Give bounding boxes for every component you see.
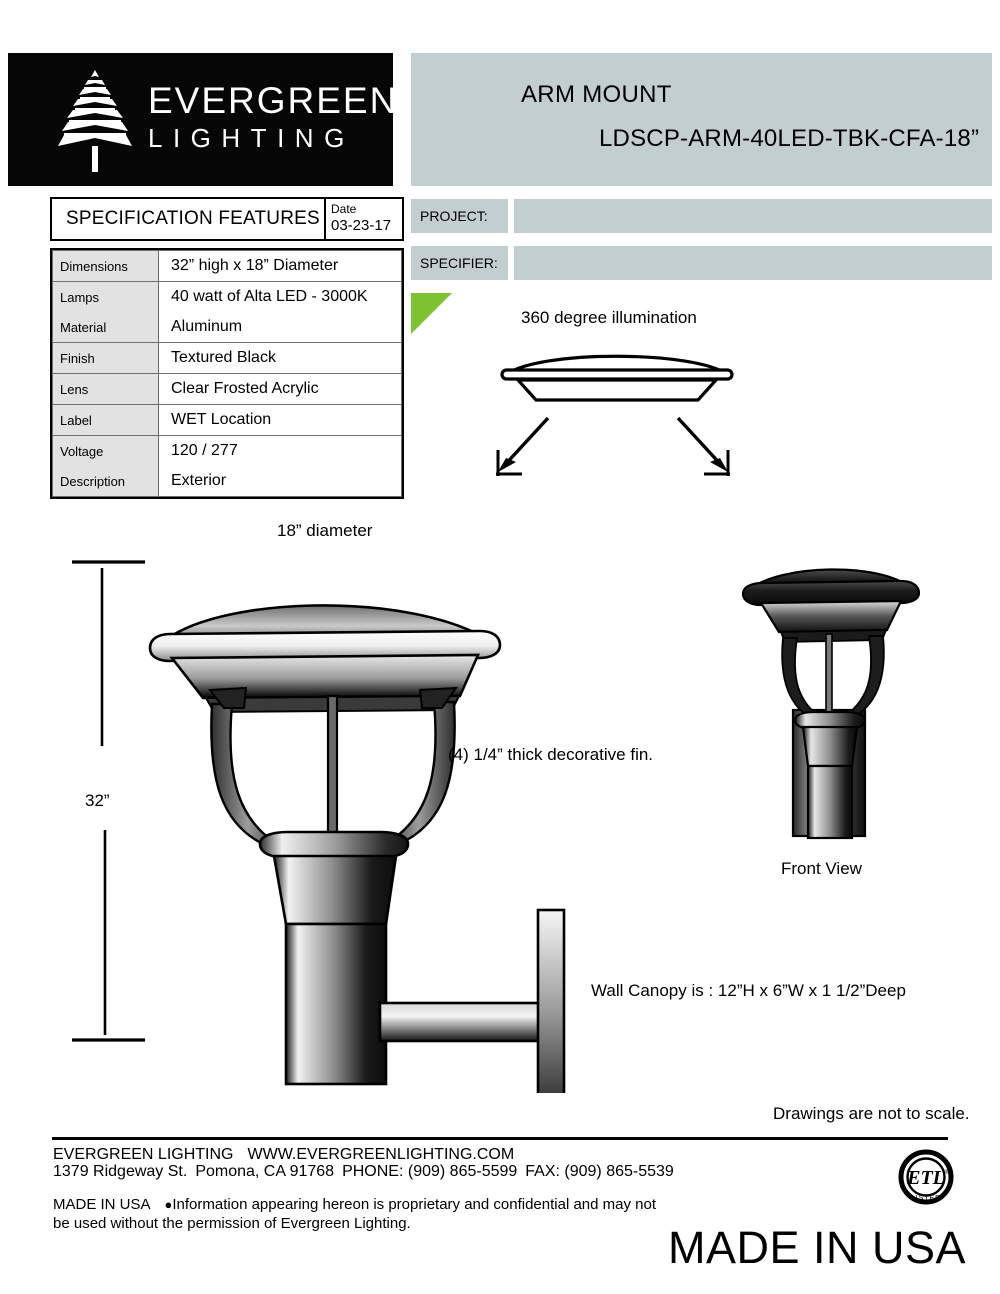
- spec-key: Lamps: [53, 282, 159, 313]
- footer-divider: [52, 1137, 948, 1140]
- specifier-row: [411, 246, 992, 280]
- logo-wordmark: [148, 79, 399, 158]
- header-band: [411, 53, 992, 186]
- specifier-label: SPECIFIER:: [411, 246, 508, 280]
- table-row: [53, 405, 402, 436]
- footer-website[interactable]: WWW.EVERGREENLIGHTING.COM: [247, 1146, 515, 1163]
- footer-phone: PHONE: (909) 865-5599: [342, 1163, 518, 1180]
- footer-address: 1379 Ridgeway St.: [53, 1163, 188, 1180]
- table-row: [53, 436, 402, 467]
- date-value: 03-23-17: [331, 217, 392, 235]
- table-row: [53, 466, 402, 497]
- spec-key: Lens: [53, 374, 159, 405]
- spec-key: Label: [53, 405, 159, 436]
- specification-table: [50, 248, 404, 499]
- bullet-icon: ●: [164, 1197, 173, 1212]
- footer-fax: FAX: (909) 865-5539: [525, 1163, 674, 1180]
- specifier-input[interactable]: [514, 246, 992, 280]
- mounting-arm: [380, 1003, 560, 1041]
- footer-disclaimer-line1: [53, 1196, 656, 1213]
- spec-value: 32” high x 18” Diameter: [159, 251, 402, 282]
- table-row: [53, 282, 402, 313]
- spec-key: Dimensions: [53, 251, 159, 282]
- footer-address-line: [53, 1163, 674, 1181]
- table-row: [53, 251, 402, 282]
- svg-text:ETL: ETL: [907, 1167, 945, 1189]
- illumination-caption: 360 degree illumination: [521, 308, 697, 327]
- svg-text:®: ®: [945, 1170, 950, 1176]
- green-accent-triangle: [411, 293, 452, 334]
- spec-key: Material: [53, 312, 159, 343]
- spec-value: Exterior: [159, 466, 402, 497]
- footer-company: EVERGREEN LIGHTING: [53, 1146, 234, 1163]
- product-code: LDSCP-ARM-40LED-TBK-CFA-18”: [599, 125, 980, 152]
- spec-key: Description: [53, 466, 159, 497]
- wall-canopy-plate: [538, 910, 564, 1093]
- logo-word-lighting: LIGHTING: [148, 122, 355, 153]
- fixture-front-view-drawing: [735, 558, 925, 848]
- scale-note-label: Drawings are not to scale.: [773, 1104, 970, 1123]
- footer-made-in-usa-small: MADE IN USA: [53, 1196, 151, 1213]
- spec-value: Clear Frosted Acrylic: [159, 374, 402, 405]
- spec-value: WET Location: [159, 405, 402, 436]
- spec-value: 40 watt of Alta LED - 3000K: [159, 282, 402, 313]
- pine-tree-icon: [58, 68, 132, 172]
- spec-features-title: SPECIFICATION FEATURES: [66, 208, 320, 229]
- footer-city: Pomona, CA 91768: [195, 1163, 335, 1180]
- illumination-diagram: [466, 330, 766, 490]
- made-in-usa-heading: MADE IN USA: [668, 1222, 967, 1273]
- footer-disclaimer-line2: be used without the permission of Evergreen Lighting.: [53, 1215, 411, 1232]
- table-row: [53, 312, 402, 343]
- spec-key: Finish: [53, 343, 159, 374]
- spec-value: 120 / 277: [159, 436, 402, 467]
- project-label: PROJECT:: [411, 199, 508, 233]
- footer-company-line: [53, 1146, 514, 1164]
- project-row: [411, 199, 992, 233]
- page-title: ARM MOUNT: [521, 81, 672, 108]
- table-row: [53, 374, 402, 405]
- spec-value: Aluminum: [159, 312, 402, 343]
- specification-features-header: [50, 197, 404, 241]
- spec-value: Textured Black: [159, 343, 402, 374]
- svg-text:LISTED: LISTED: [910, 1195, 942, 1202]
- table-row: [53, 343, 402, 374]
- front-view-label: Front View: [781, 859, 862, 878]
- logo-word-evergreen: EVERGREEN: [148, 79, 399, 121]
- date-label: Date: [331, 202, 357, 217]
- canopy-note-label: Wall Canopy is : 12”H x 6”W x 1 1/2”Deep: [591, 981, 906, 1000]
- spec-date-cell: [324, 199, 402, 239]
- height-label: 32”: [85, 791, 110, 810]
- fin-note-label: (4) 1/4” thick decorative fin.: [448, 745, 654, 764]
- company-logo-block: [8, 53, 399, 186]
- diameter-label: 18” diameter: [277, 521, 373, 540]
- project-input[interactable]: [514, 199, 992, 233]
- etl-listed-icon: [895, 1148, 957, 1210]
- spec-key: Voltage: [53, 436, 159, 467]
- fixture-side-view-drawing: [60, 548, 580, 1093]
- footer-disclaimer-1: Information appearing hereon is proprietary and confidential and may not: [172, 1196, 657, 1213]
